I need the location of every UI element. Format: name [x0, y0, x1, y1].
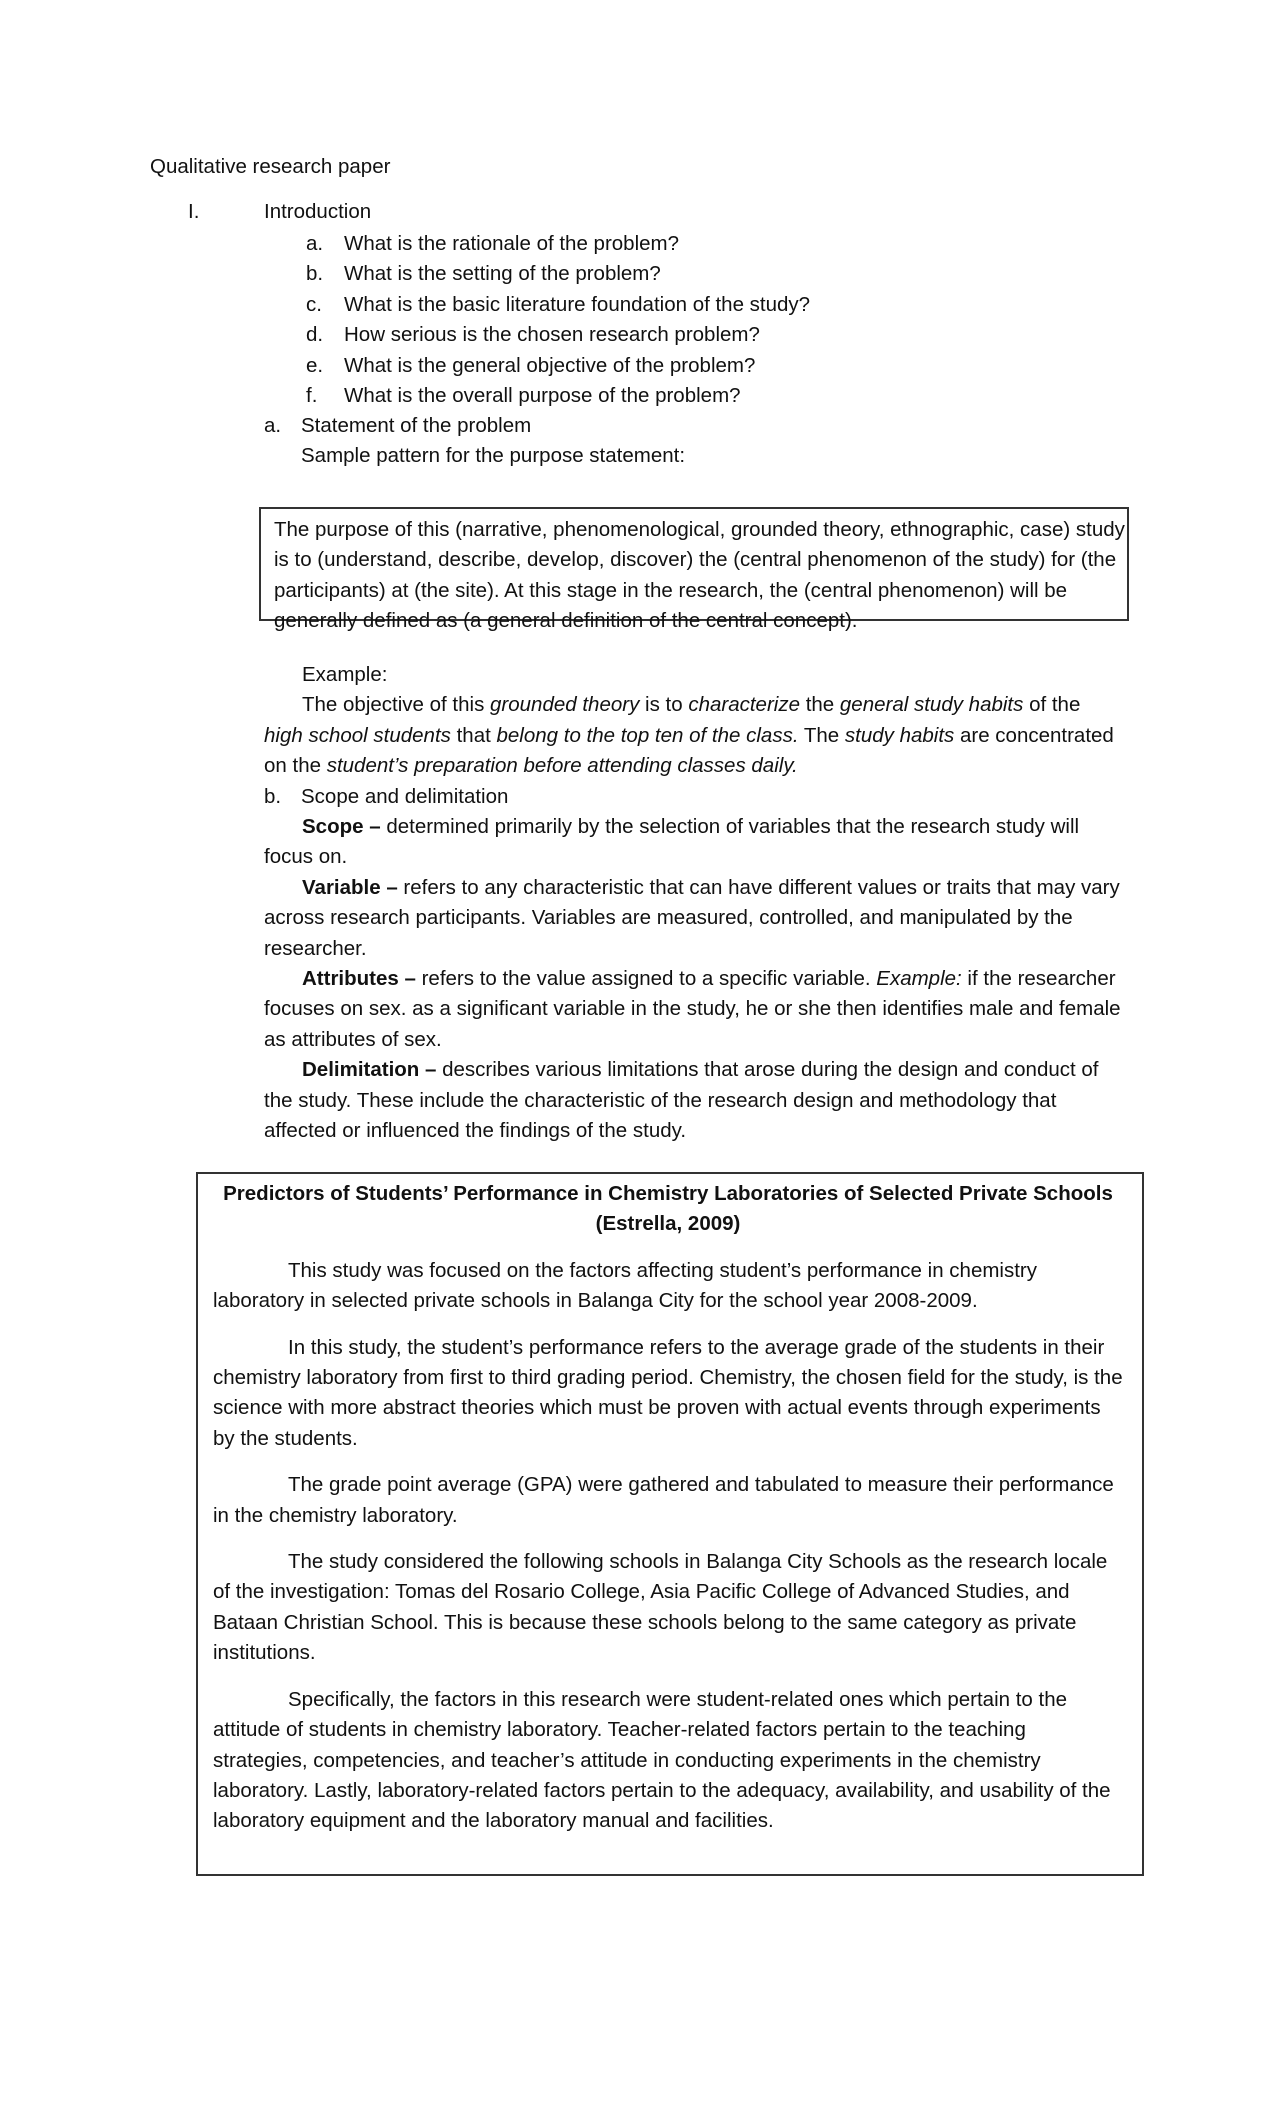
question-text: What is the overall purpose of the problem?	[344, 383, 741, 407]
list-item	[300, 229, 1000, 259]
purpose-statement-text: The purpose of this (narrative, phenomenological, grounded theory, ethnographic, case) study is to (understand, describe, develop, discover) the (central phenomenon of the study) for (the participants) at (the site). At this stage in the research, the (central phenomenon) will be generally defined as (a general definition of the central concept).	[274, 518, 1125, 633]
example-emphasis: general study habits	[839, 693, 1024, 717]
list-marker: e.	[306, 353, 324, 377]
question-list	[300, 229, 1000, 411]
example-label: Example:	[302, 663, 388, 686]
example-text: is to	[639, 693, 689, 717]
case-study-paragraph: In this study, the student’s performance refers to the average grade of the students in their chemistry laboratory from first to third grading period. Chemistry, the chosen field for the study, is the science with more abstract theories which must be proven with actual events through experiments by the students.	[213, 1335, 1123, 1450]
example-text: that	[450, 723, 497, 747]
delimitation-definition	[264, 1055, 1124, 1146]
definition-text: refers to any characteristic that can have different values or traits that may vary across research participants. Variables are measured, controlled, and manipulated by the researcher.	[264, 875, 1120, 960]
example-and-scope-section	[264, 660, 1124, 1147]
list-item	[300, 381, 1000, 411]
example-paragraph	[264, 690, 1124, 781]
example-text: of the	[1023, 693, 1081, 717]
question-text: What is the rationale of the problem?	[344, 232, 680, 255]
variable-definition	[264, 873, 1124, 964]
case-study-paragraph: The grade point average (GPA) were gathered and tabulated to measure their performance in the chemistry laboratory.	[213, 1473, 1114, 1527]
example-emphasis: student’s preparation before attending classes daily.	[326, 754, 798, 778]
list-item	[300, 351, 1000, 381]
example-text: are concentrated on the	[264, 723, 1114, 778]
question-text: How serious is the chosen research problem?	[344, 323, 760, 347]
definition-text: describes various limitations that arose during the design and conduct of the study. These include the characteristic of the research design and methodology that affected or influenced the findings of the study.	[264, 1058, 1099, 1143]
example-emphasis: high school students	[264, 723, 451, 747]
term: Attributes –	[302, 967, 416, 991]
sample-pattern-label: Sample pattern for the purpose statement:	[301, 444, 686, 467]
document-title: Qualitative research paper	[150, 155, 391, 178]
attributes-definition	[264, 964, 1124, 1055]
case-study-box	[196, 1172, 1144, 1876]
list-marker: c.	[306, 292, 322, 316]
list-marker: a.	[264, 414, 282, 437]
example-emphasis: belong to the top ten of the class.	[496, 723, 799, 747]
definition-text: refers to the value assigned to a specific variable.	[415, 967, 877, 991]
list-item	[300, 320, 1000, 350]
example-text: The objective of this	[302, 693, 491, 717]
list-marker: a.	[306, 232, 324, 255]
case-study-title: Predictors of Students’ Performance in Chemistry Laboratories of Selected Private Schools	[223, 1182, 1113, 1205]
question-text: What is the general objective of the problem?	[344, 353, 756, 377]
question-text: What is the setting of the problem?	[344, 262, 661, 286]
list-marker: b.	[306, 262, 324, 286]
case-study-paragraph: The study considered the following schools in Balanga City Schools as the research locale of the investigation: Tomas del Rosario College, Asia Pacific College of Advanced Studies, and Bataan Christian School. This is because these schools belong to the same category as private institutions.	[213, 1550, 1108, 1665]
scope-heading-text: Scope and delimitation	[301, 784, 509, 808]
term: Delimitation –	[302, 1058, 437, 1082]
term: Variable –	[302, 875, 398, 899]
case-study-paragraph: Specifically, the factors in this research were student-related ones which pertain to the attitude of students in chemistry laboratory. Teacher-related factors pertain to the teaching strategies, competencies, and teacher’s attitude in conducting experiments in the chemistry laboratory. Lastly, laboratory-related factors pertain to the adequacy, availability, and usability of the laboratory equipment and the laboratory manual and facilities.	[213, 1687, 1111, 1833]
list-marker: f.	[306, 383, 318, 407]
case-study-content	[213, 1179, 1123, 1837]
question-text: What is the basic literature foundation of the study?	[344, 292, 811, 316]
list-marker: d.	[306, 323, 324, 347]
case-study-citation: (Estrella, 2009)	[595, 1212, 741, 1236]
definition-text: determined primarily by the selection of variables that the research study will focus on.	[264, 815, 1080, 869]
purpose-statement-box	[259, 507, 1129, 633]
term: Scope –	[302, 815, 381, 839]
example-text: The	[798, 723, 845, 747]
example-emphasis: characterize	[688, 693, 800, 717]
example-text: the	[800, 693, 840, 717]
section-title: Introduction	[264, 200, 372, 223]
scope-heading	[264, 782, 1124, 812]
definition-text: if the researcher focuses on sex. as a significant variable in the study, he or she then identifies male and female as attributes of sex.	[264, 967, 1121, 1051]
example-emphasis: Example:	[876, 967, 962, 991]
statement-heading	[264, 411, 1280, 441]
list-marker: b.	[264, 784, 282, 808]
example-emphasis: study habits	[844, 723, 955, 747]
statement-heading-text: Statement of the problem	[301, 414, 532, 437]
example-emphasis: grounded theory	[490, 693, 640, 717]
list-item	[300, 290, 1000, 320]
section-number: I.	[188, 200, 200, 223]
scope-definition	[264, 812, 1124, 873]
list-item	[300, 259, 1000, 289]
case-study-paragraph: This study was focused on the factors affecting student’s performance in chemistry laboratory in selected private schools in Balanga City for the school year 2008-2009.	[213, 1258, 1038, 1313]
